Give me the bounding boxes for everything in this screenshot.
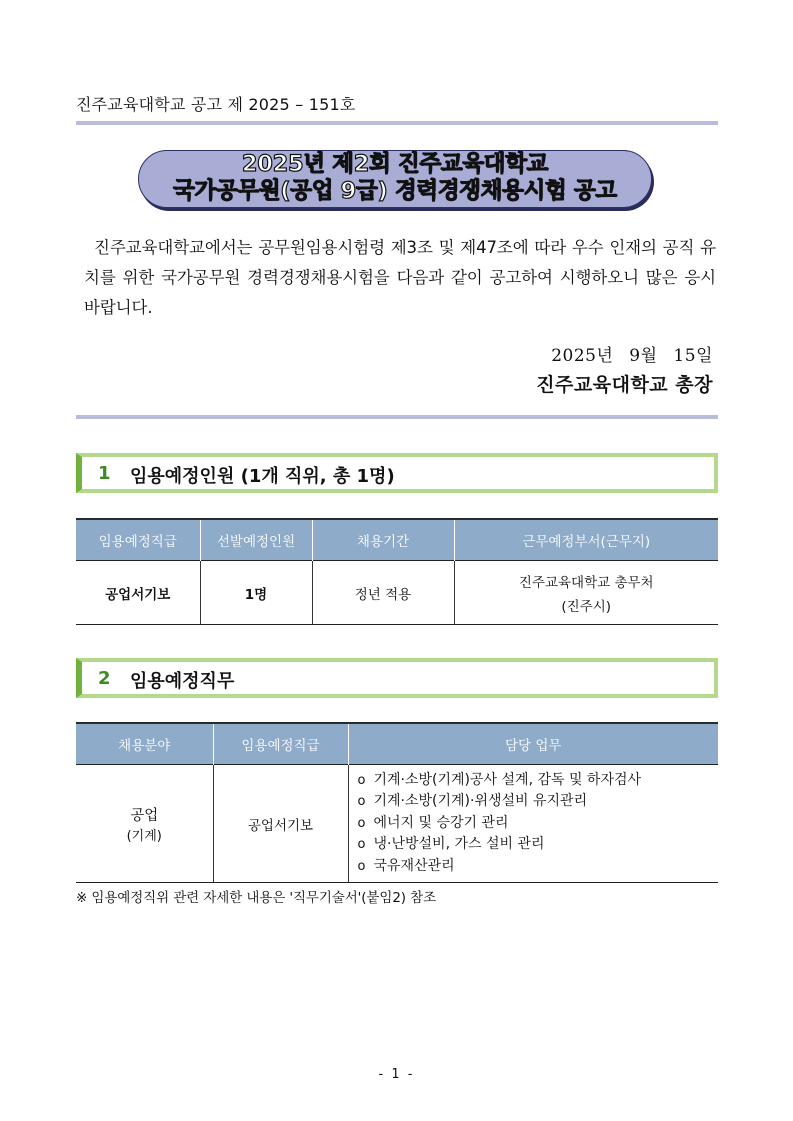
field-sub: (기계) (126, 828, 162, 844)
cell-count: 1명 (200, 561, 312, 625)
header-grade: 임용예정직급 (76, 519, 200, 561)
title-line-1: 2025년 제2회 진주교육대학교 (241, 151, 549, 177)
dept-line-1: 진주교육대학교 총무처 (518, 574, 654, 591)
section-2-heading (76, 658, 718, 698)
title-banner (138, 150, 652, 208)
cell-dept (454, 561, 718, 625)
notice-date: 2025년 9월 15일 (551, 346, 713, 366)
field-name: 공업 (130, 807, 159, 824)
signer: 진주교육대학교 총장 (536, 374, 713, 396)
list-item: o 냉·난방설비, 가스 설비 관리 (358, 834, 718, 856)
list-item: o 국유재산관리 (358, 856, 718, 878)
duty-list (350, 770, 718, 878)
header-divider (76, 121, 718, 125)
header-period: 채용기간 (312, 519, 454, 561)
cell-grade: 공업서기보 (76, 561, 200, 625)
header-field: 채용분야 (76, 723, 213, 765)
table-header-row (76, 519, 718, 561)
cell-duties (348, 765, 718, 883)
list-item: o 기계·소방(기계)·위생설비 유지관리 (358, 791, 718, 813)
section-1-label: 임용예정인원 (1개 직위, 총 1명) (130, 466, 395, 487)
cell-grade: 공업서기보 (213, 765, 348, 883)
header-dept: 근무예정부서(근무지) (454, 519, 718, 561)
dept-line-2: (진주시) (561, 598, 612, 615)
section-2-label: 임용예정직무 (130, 671, 235, 692)
table-row (76, 765, 718, 883)
list-item: o 에너지 및 승강기 관리 (358, 813, 718, 835)
notice-number: 진주교육대학교 공고 제 2025 – 151호 (76, 95, 356, 114)
section-1-heading (76, 453, 718, 493)
section-2-number: 2 (98, 668, 111, 689)
title-line-2: 국가공무원(공업 9급) 경력경쟁채용시험 공고 (173, 178, 617, 204)
section-1-number: 1 (98, 463, 111, 484)
table-header-row (76, 723, 718, 765)
footnote: ※ 임용예정직위 관련 자세한 내용은 '직무기술서'(붙임2) 참조 (76, 890, 437, 906)
cell-field (76, 765, 213, 883)
cell-period: 정년 적용 (312, 561, 454, 625)
header-grade: 임용예정직급 (213, 723, 348, 765)
duty-table (76, 722, 718, 883)
body-divider (76, 415, 718, 419)
header-duties: 담당 업무 (348, 723, 718, 765)
recruitment-count-table (76, 518, 718, 625)
header-count: 선발예정인원 (200, 519, 312, 561)
page-number: - 1 - (378, 1067, 415, 1082)
list-item: o 기계·소방(기계)공사 설계, 감독 및 하자검사 (358, 770, 718, 792)
table-row (76, 561, 718, 625)
intro-paragraph: 진주교육대학교에서는 공무원임용시험령 제3조 및 제47조에 따라 우수 인재의 공직 유치를 위한 국가공무원 경력경쟁채용시험을 다음과 같이 공고하여 시행하오니 많은 응시 바랍니다. (84, 238, 716, 317)
